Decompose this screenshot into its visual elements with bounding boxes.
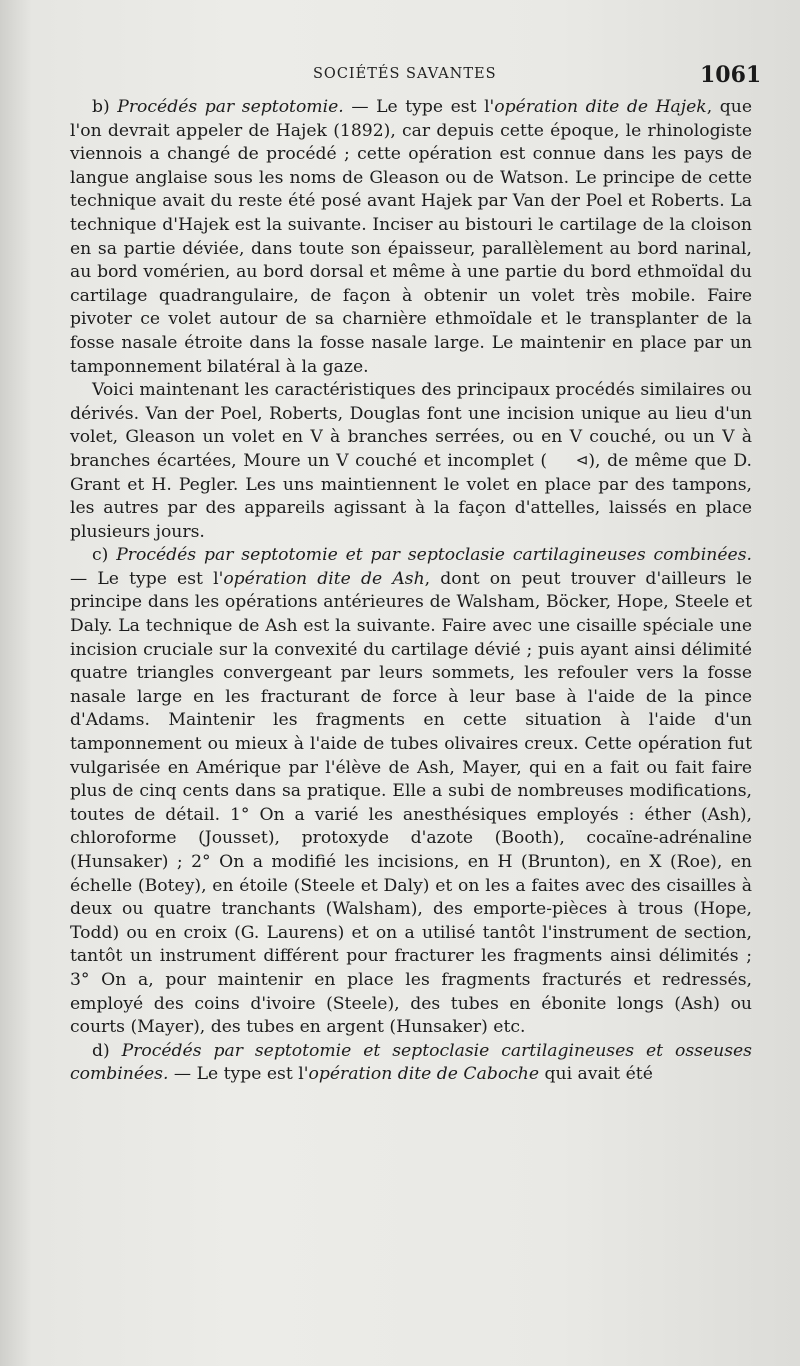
paragraph-section-c [70, 544, 752, 1039]
variants-body-before: Voici maintenant les caractéristiques des principaux procédés similaires ou dérivés. Van der Poel, Roberts, Douglas font une incision unique au lieu d'un volet, Gleason un volet en V à branches serrées, ou en V couché, ou un V à branches écartées, Moure un V couché et incomplet ( [70, 380, 752, 471]
section-title: Procédés par septotomie. [117, 97, 344, 117]
page-number: 1061 [700, 62, 762, 88]
section-dash: — Le type est l' [168, 1064, 309, 1085]
paragraph-variants [70, 379, 752, 544]
section-dash: — Le type est l' [343, 97, 495, 117]
section-marker: b) [92, 97, 118, 117]
section-body: , dont on peut trouver d'ailleurs le principe dans les opérations antérieures de Walsham, Böcker, Hope, Steele et Daly. La technique de Ash est la suivante. Faire avec une cisaille spéciale une incision cruciale sur la convexité du cartilage dévié ; puis ayant ainsi délimité quatre triangles convergeant par leurs sommets, les refouler vers la fosse nasale large en les fracturant de force à leur base à l'aide de la pince d'Adams. Maintenir les fragments en cette situation à l'aide d'un tamponnement ou mieux à l'aide de tubes olivaires creux. Cette opération fut vulgarisée en Amérique par l'élève de Ash, Mayer, qui en a fait ou fait faire plus de cinq cents dans sa pratique. Elle a subi de nombreuses modifications, toutes de détail. 1° On a varié les anesthésiques employés : éther (Ash), chloroforme (Jousset), protoxyde d'azote (Booth), cocaïne-adrénaline (Hunsaker) ; 2° On a modifié les incisions, en H (Brunton), en X (Roe), en échelle (Botey), en étoile (Steele et Daly) et on les a faites avec des cisailles à deux ou quatre tranchants (Walsham), des emporte-pièces à trous (Hope, Todd) ou en croix (G. Laurens) et on a utilisé tantôt l'instrument de section, tantôt un instrument différent pour fracturer les fragments ainsi délimités ; 3° On a, pour maintenir en place les fragments fracturés et redressés, employé des coins d'ivoire (Steele), des tubes en ébonite longs (Ash) ou courts (Mayer), des tubes en argent (Hunsaker) etc. [70, 568, 753, 1038]
section-title: Procédés par septotomie et par septoclasie cartilagineuses combinées. [116, 545, 752, 566]
section-title: Procédés par septotomie et septoclasie cartilagineuses et osseuses combinées. [70, 1040, 753, 1085]
body-text [70, 96, 752, 1087]
section-marker: d) [92, 1040, 122, 1061]
section-marker: c) [92, 545, 117, 566]
running-head: SOCIÉTÉS SAVANTES [313, 66, 497, 82]
section-body: qui avait été [539, 1064, 653, 1085]
operation-name: opération dite de Caboche [308, 1064, 540, 1085]
variants-body-after: ), de même que D. Grant et H. Pegler. Les uns maintiennent le volet en place par des tampons, les autres par des appareils agissant à la façon d'attelles, laissés en place plusieurs jours. [70, 450, 752, 542]
section-dash: — Le type est l' [70, 568, 224, 589]
paragraph-section-b [70, 96, 752, 379]
operation-name: opération dite de Hajek [494, 97, 707, 117]
operation-name: opération dite de Ash [223, 568, 425, 589]
paragraph-section-d [70, 1040, 752, 1087]
v-shape-symbol-icon: ⊲ [575, 450, 589, 469]
page-header [0, 56, 800, 96]
section-body: , que l'on devrait appeler de Hajek (1892), car depuis cette époque, le rhinologiste viennois a changé de procédé ; cette opération est connue dans les pays de langue anglaise sous les noms de Gleason ou de Watson. Le principe de cette technique avait du reste été posé avant Hajek par Van der Poel et Roberts. La technique d'Hajek est la suivante. Inciser au bistouri le cartilage de la cloison en sa partie déviée, dans toute son épaisseur, parallèlement au bord narinal, au bord vomérien, au bord dorsal et même à une partie du bord ethmoïdal du cartilage quadrangulaire, de façon à obtenir un volet très mobile. Faire pivoter ce volet autour de sa charnière ethmoïdale et le transplanter de la fosse nasale étroite dans la fosse nasale large. Le maintenir en place par un tamponnement bilatéral à la gaze. [70, 97, 752, 377]
